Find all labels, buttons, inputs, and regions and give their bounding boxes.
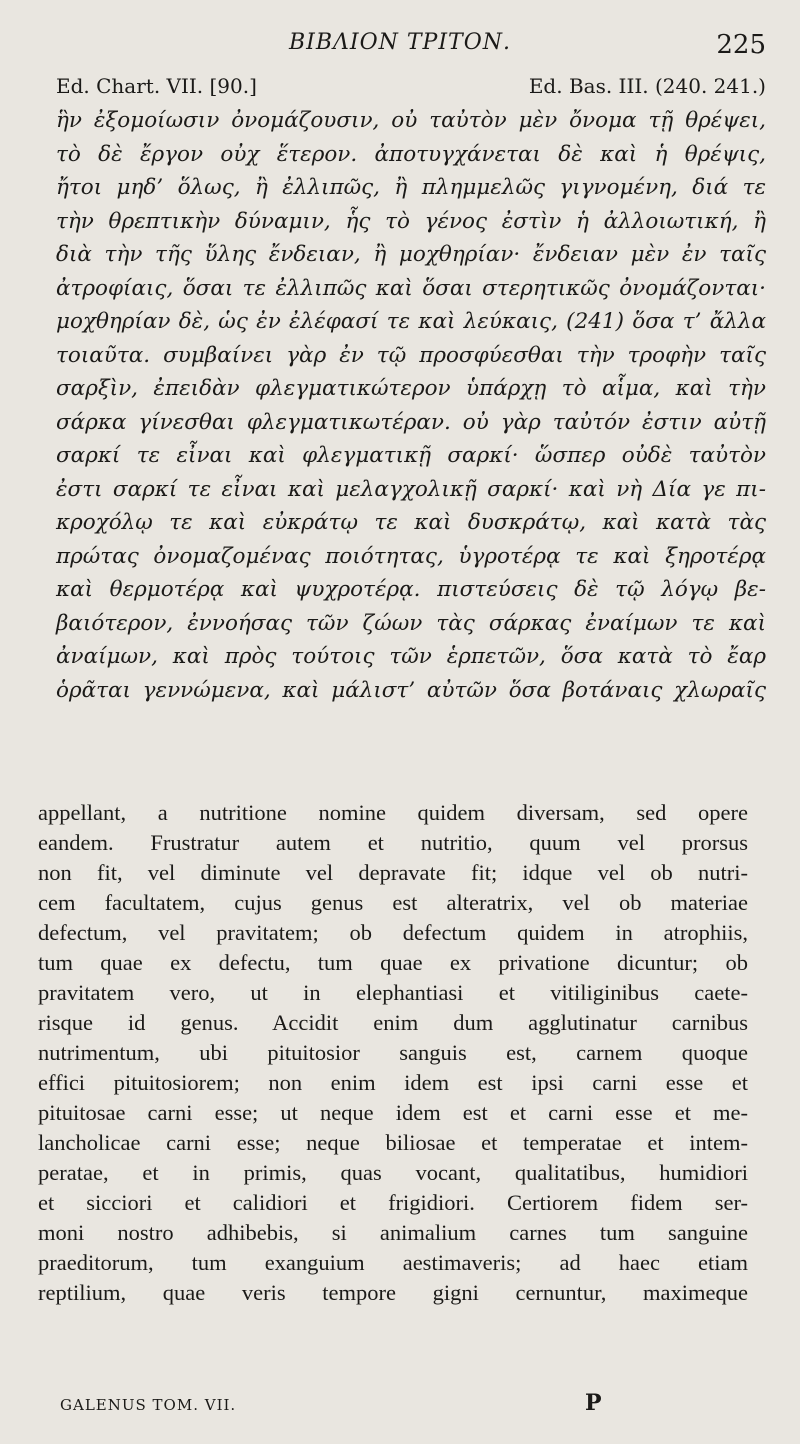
greek-text-line: τὴν θρεπτικὴν δύναμιν, ἧς τὸ γένος ἐστὶν ἡ ἀλλοιωτική, ἢ [56, 208, 766, 234]
greek-text-line: ἐστι σαρκί τε εἶναι καὶ μελαγχολικῇ σαρκί· καὶ νὴ Δία γε πι- [56, 476, 766, 502]
greek-text-line: τὸ δὲ ἔργον οὐχ ἕτερον. ἀποτυγχάνεται δὲ καὶ ἡ θρέψις, [56, 141, 766, 167]
latin-text-line: reptilium, quae veris tempore gigni cernuntur, maximeque [38, 1280, 748, 1305]
greek-text-block [56, 104, 766, 707]
latin-text-line: lancholicae carni esse; neque biliosae et temperatae et intem- [38, 1130, 748, 1155]
latin-text-line: pituitosae carni esse; ut neque idem est et carni esse et me- [38, 1100, 748, 1125]
latin-text-block [38, 798, 748, 1308]
greek-text-line: ὁρᾶται γεννώμενα, καὶ μάλιστ’ αὐτῶν ὅσα βοτάναις χλωραῖς [56, 677, 766, 703]
latin-text-line: eandem. Frustratur autem et nutritio, quum vel prorsus [38, 830, 748, 855]
latin-text-line: et sicciori et calidiori et frigidiori. Certiorem fidem ser- [38, 1190, 748, 1215]
greek-text-line: μοχθηρίαν δὲ, ὡς ἐν ἐλέφασί τε καὶ λεύκαις, (241) ὅσα τ’ ἄλλα [56, 309, 766, 334]
greek-text-line: σαρκί τε εἶναι καὶ φλεγματικῇ σαρκί· ὥσπερ οὐδὲ ταὐτὸν [56, 443, 766, 468]
greek-text-line: τοιαῦτα. συμβαίνει γὰρ ἐν τῷ προσφύεσθαι τὴν τροφὴν ταῖς [56, 342, 766, 368]
latin-text-line: peratae, et in primis, quas vocant, qualitatibus, humidiori [38, 1160, 748, 1185]
edition-reference-left: Ed. Chart. VII. [90.] [56, 74, 257, 98]
signature-line: GALENUS TOM. VII. [60, 1396, 237, 1414]
greek-text-line: ἀτροφίαις, ὅσαι τε ἐλλιπῶς καὶ ὅσαι στερητικῶς ὀνομάζονται· [56, 275, 766, 301]
greek-text-line: ἤτοι μηδ’ ὅλως, ἢ ἐλλιπῶς, ἢ πλημμελῶς γιγνομένη, διά τε [56, 175, 766, 200]
latin-text-line: nutrimentum, ubi pituitosior sanguis est, carnem quoque [38, 1040, 748, 1065]
latin-text-line: tum quae ex defectu, tum quae ex privatione dicuntur; ob [38, 950, 748, 975]
latin-text-line: moni nostro adhibebis, si animalium carnes tum sanguine [38, 1220, 748, 1245]
running-title: ΒΙΒΛΙΟΝ ΤΡΙΤΟΝ. [288, 30, 511, 55]
latin-text-line: defectum, vel pravitatem; ob defectum quidem in atrophiis, [38, 920, 748, 945]
greek-text-line: ἀναίμων, καὶ πρὸς τούτοις τῶν ἑρπετῶν, ὅσα κατὰ τὸ ἔαρ [56, 644, 766, 669]
latin-text-line: appellant, a nutritione nomine quidem diversam, sed opere [38, 800, 748, 825]
latin-text-line: non fit, vel diminute vel depravate fit; idque vel ob nutri- [38, 860, 748, 885]
greek-text-line: καὶ θερμοτέρᾳ καὶ ψυχροτέρᾳ. πιστεύσεις δὲ τῷ λόγῳ βε- [56, 577, 766, 602]
latin-text-line: effici pituitosiorem; non enim idem est ipsi carni esse et [38, 1070, 748, 1095]
latin-text-line: cem facultatem, cujus genus est alteratrix, vel ob materiae [38, 890, 748, 915]
page-number: 225 [716, 30, 766, 60]
greek-text-line: πρώτας ὀνομαζομένας ποιότητας, ὑγροτέρᾳ τε καὶ ξηροτέρᾳ [56, 543, 766, 569]
greek-text-line: ἣν ἐξομοίωσιν ὀνομάζουσιν, οὐ ταὐτὸν μὲν ὄνομα τῇ θρέψει, [56, 108, 766, 133]
greek-text-line: κροχόλῳ τε καὶ εὐκράτῳ τε καὶ δυσκράτῳ, καὶ κατὰ τὰς [56, 510, 766, 535]
latin-text-line: praeditorum, tum exanguium aestimaveris; ad haec etiam [38, 1250, 748, 1275]
greek-text-line: βαιότερον, ἐννοήσας τῶν ζώων τὰς σάρκας ἐναίμων τε καὶ [56, 610, 766, 636]
greek-text-line: σαρξὶν, ἐπειδὰν φλεγματικώτερον ὑπάρχῃ τὸ αἷμα, καὶ τὴν [56, 376, 766, 401]
latin-text-line: pravitatem vero, ut in elephantiasi et vitiliginibus caete- [38, 980, 748, 1005]
edition-reference-right: Ed. Bas. III. (240. 241.) [528, 74, 766, 98]
signature-mark: P [585, 1390, 602, 1416]
greek-text-line: διὰ τὴν τῆς ὕλης ἔνδειαν, ἢ μοχθηρίαν· ἔνδειαν μὲν ἐν ταῖς [56, 242, 766, 267]
greek-text-line: σάρκα γίνεσθαι φλεγματικωτέραν. οὐ γὰρ ταὐτόν ἐστιν αὐτῇ [56, 409, 766, 435]
latin-text-line: risque id genus. Accidit enim dum agglutinatur carnibus [38, 1010, 748, 1035]
